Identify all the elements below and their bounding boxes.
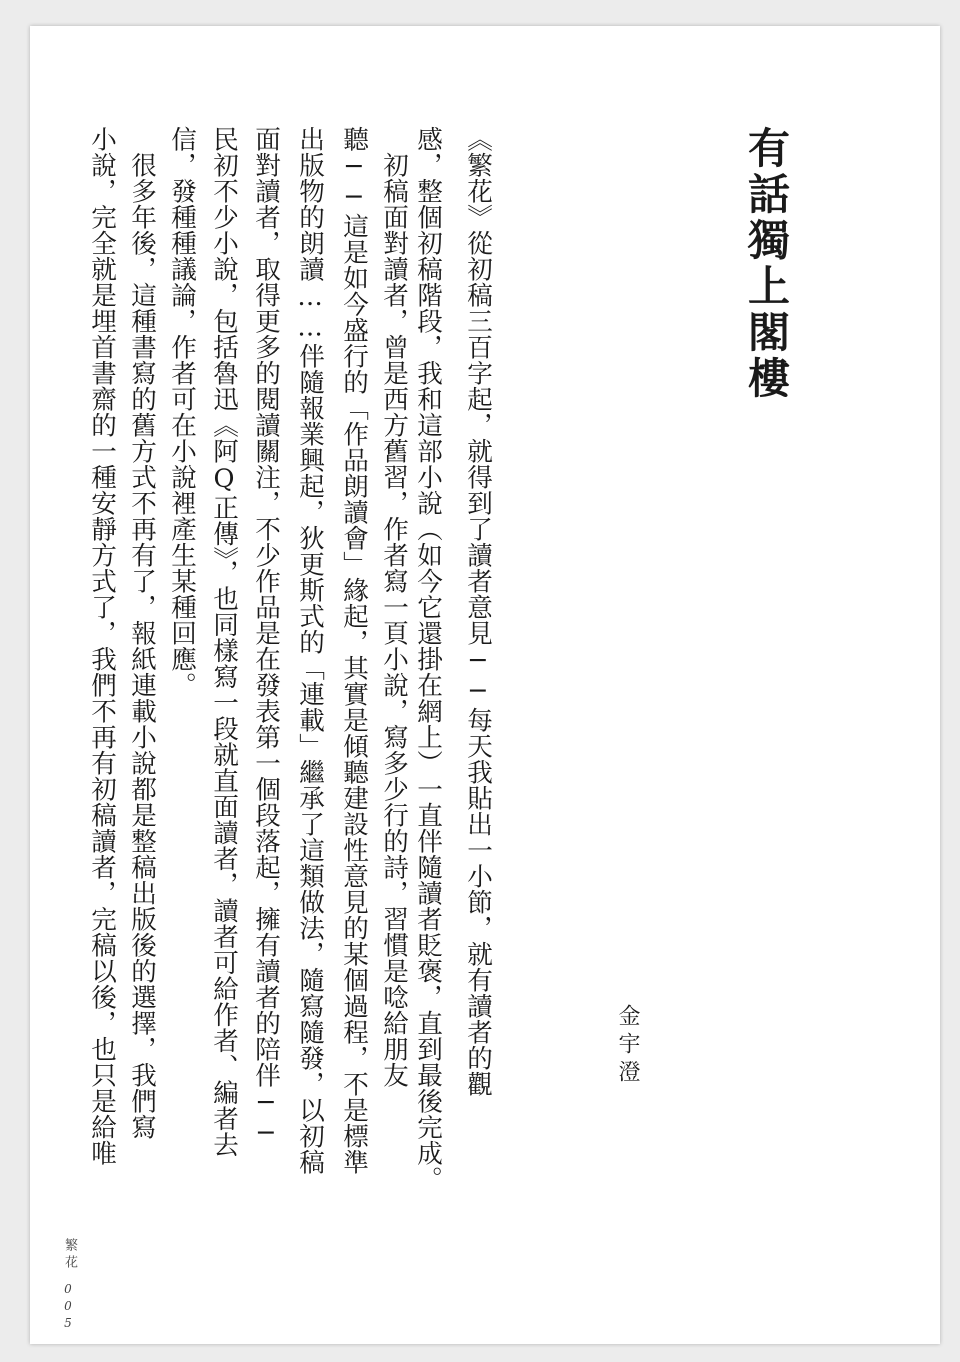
body-line-9: 很多年後，這種書寫的舊方式不再有了，報紙連載小說都是整稿出版後的選擇，我們寫 xyxy=(127,152,157,1140)
body-line-7: 民初不少小說，包括魯迅《阿Q正傳》，也同樣寫一段就直面讀者，讀者可給作者、編者去 xyxy=(209,126,239,1158)
body-line-4: 聽──這是如今盛行的「作品朗讀會」緣起，其實是傾聽建設性意見的某個過程，不是標準 xyxy=(339,126,369,1175)
body-line-1: 《繁花》從初稿三百字起，就得到了讀者意見──每天我貼出一小節，就有讀者的觀 xyxy=(463,126,493,1097)
body-line-5: 出版物的朗讀……伴隨報業興起，狄更斯式的「連載」繼承了這類做法，隨寫隨發，以初稿 xyxy=(295,126,325,1175)
page-number: 005 xyxy=(61,1282,75,1333)
author-name: 金宇澄 xyxy=(615,1004,640,1088)
body-line-8: 信，發種種議論，作者可在小說裡產生某種回應。 xyxy=(167,126,197,698)
body-line-3: 初稿面對讀者，曾是西方舊習，作者寫一頁小說，寫多少行的詩，習慣是唸給朋友 xyxy=(379,152,409,1088)
book-page xyxy=(30,26,940,1344)
body-line-6: 面對讀者，取得更多的閱讀關注，不少作品是在發表第一個段落起，擁有讀者的陪伴── xyxy=(251,126,281,1149)
body-line-2: 感，整個初稿階段，我和這部小說（如今它還掛在網上）一直伴隨讀者貶褒，直到最後完成。 xyxy=(413,126,443,1192)
chapter-title: 有話獨上閣樓 xyxy=(742,126,791,402)
body-line-10: 小說，完全就是埋首書齋的一種安靜方式了，我們不再有初稿讀者，完稿以後，也只是給唯 xyxy=(87,126,117,1166)
footer-book-title: 繁花 xyxy=(62,1238,77,1272)
